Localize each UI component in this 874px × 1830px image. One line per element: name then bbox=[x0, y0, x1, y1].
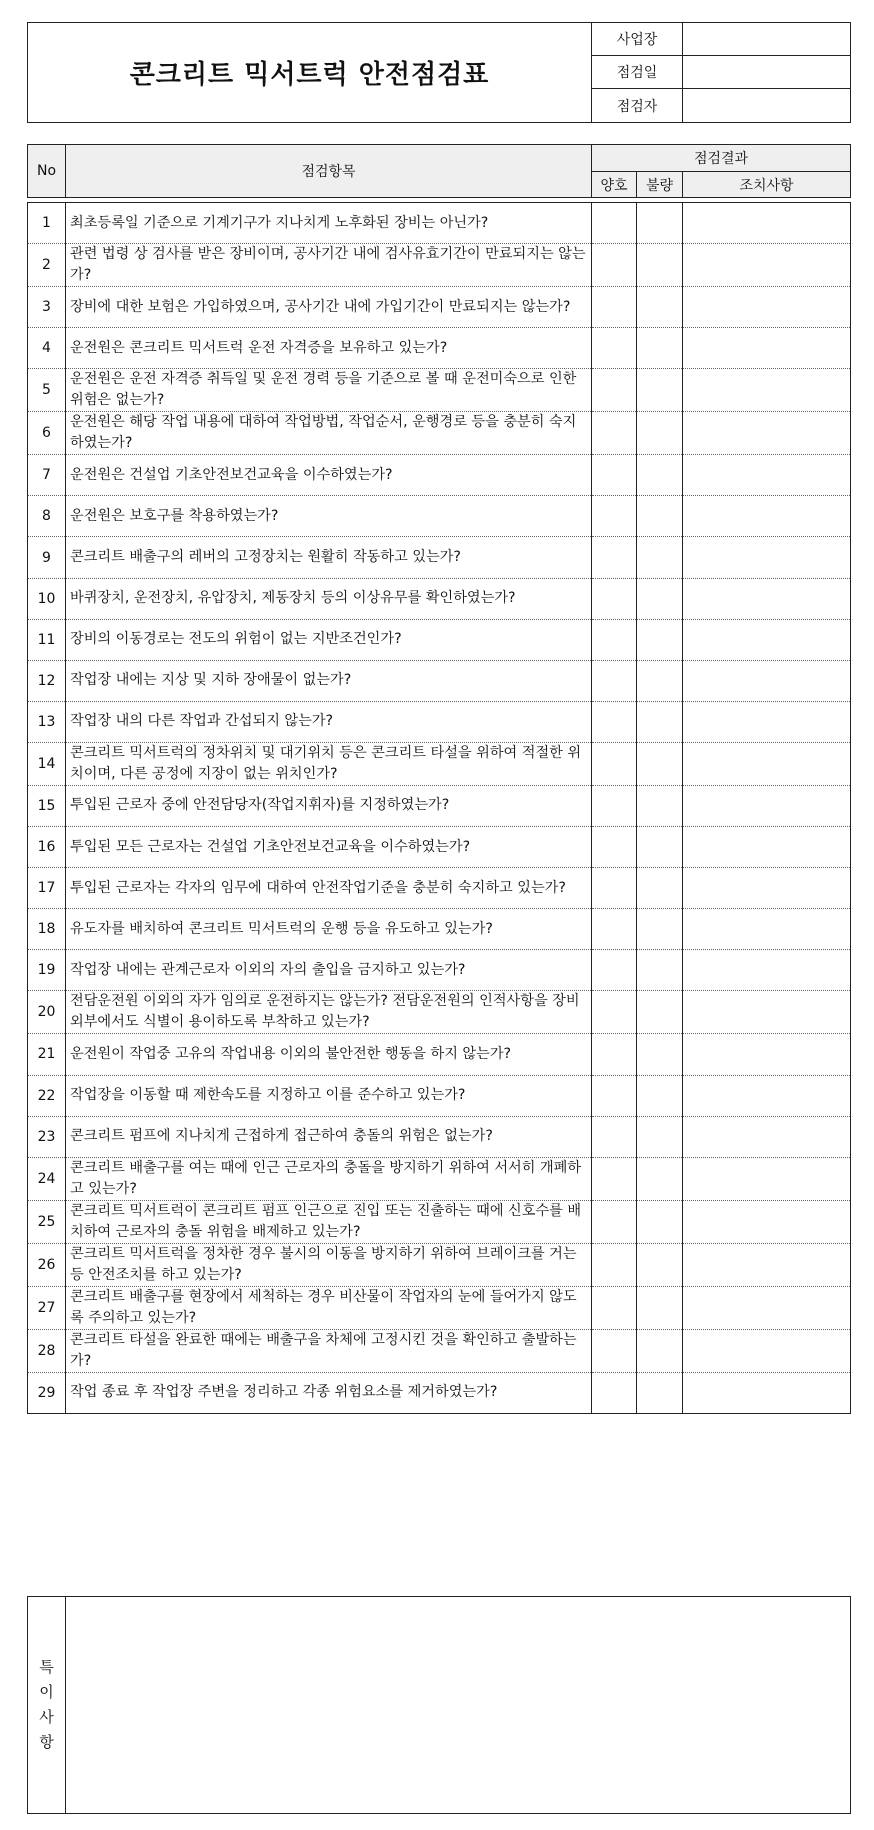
checklist-row bbox=[28, 909, 851, 950]
bad-check-cell[interactable] bbox=[637, 537, 683, 578]
action-cell[interactable] bbox=[683, 537, 851, 578]
check-item-text: 투입된 근로자 중에 안전담당자(작업지휘자)를 지정하였는가? bbox=[66, 785, 592, 826]
action-cell[interactable] bbox=[683, 1157, 851, 1200]
action-cell[interactable] bbox=[683, 660, 851, 701]
action-cell[interactable] bbox=[683, 455, 851, 496]
notes-label-char: 이 bbox=[39, 1683, 54, 1701]
good-check-cell[interactable] bbox=[592, 287, 637, 328]
row-number: 28 bbox=[28, 1329, 66, 1372]
check-item-text: 관련 법령 상 검사를 받은 장비이며, 공사기간 내에 검사유효기간이 만료되지는 않는가? bbox=[66, 244, 592, 287]
bad-check-cell[interactable] bbox=[637, 1286, 683, 1329]
check-item-text: 콘크리트 믹서트럭이 콘크리트 펌프 인근으로 진입 또는 진출하는 때에 신호수를 배치하여 근로자의 충돌 위험을 배제하고 있는가? bbox=[66, 1200, 592, 1243]
bad-check-cell[interactable] bbox=[637, 1157, 683, 1200]
check-item-text: 작업장 내의 다른 작업과 간섭되지 않는가? bbox=[66, 701, 592, 742]
checklist-row bbox=[28, 537, 851, 578]
check-item-text: 운전원은 보호구를 착용하였는가? bbox=[66, 496, 592, 537]
checklist-rows bbox=[28, 198, 851, 1414]
action-cell[interactable] bbox=[683, 619, 851, 660]
row-number: 3 bbox=[28, 287, 66, 328]
bad-check-cell[interactable] bbox=[637, 909, 683, 950]
check-item-text: 운전원은 콘크리트 믹서트럭 운전 자격증을 보유하고 있는가? bbox=[66, 328, 592, 369]
good-check-cell[interactable] bbox=[592, 1075, 637, 1116]
checklist-row bbox=[28, 619, 851, 660]
row-number: 27 bbox=[28, 1286, 66, 1329]
action-cell[interactable] bbox=[683, 868, 851, 909]
bad-check-cell[interactable] bbox=[637, 660, 683, 701]
bad-check-cell[interactable] bbox=[637, 742, 683, 785]
check-item-text: 작업장 내에는 지상 및 지하 장애물이 없는가? bbox=[66, 660, 592, 701]
col-no-header: No bbox=[28, 145, 66, 198]
row-number: 23 bbox=[28, 1116, 66, 1157]
action-cell[interactable] bbox=[683, 578, 851, 619]
check-item-text: 장비에 대한 보험은 가입하였으며, 공사기간 내에 가입기간이 만료되지는 않는가? bbox=[66, 287, 592, 328]
good-check-cell[interactable] bbox=[592, 537, 637, 578]
row-number: 5 bbox=[28, 369, 66, 412]
row-number: 2 bbox=[28, 244, 66, 287]
row-number: 12 bbox=[28, 660, 66, 701]
notes-label-char: 사 bbox=[39, 1708, 54, 1726]
action-cell[interactable] bbox=[683, 496, 851, 537]
row-number: 4 bbox=[28, 328, 66, 369]
good-check-cell[interactable] bbox=[592, 827, 637, 868]
bad-check-cell[interactable] bbox=[637, 950, 683, 991]
good-check-cell[interactable] bbox=[592, 328, 637, 369]
checklist-row bbox=[28, 496, 851, 537]
good-check-cell[interactable] bbox=[592, 412, 637, 455]
col-result-header: 점검결과 bbox=[592, 145, 851, 172]
row-number: 6 bbox=[28, 412, 66, 455]
date-field[interactable] bbox=[683, 56, 851, 89]
row-number: 20 bbox=[28, 991, 66, 1034]
col-bad-header: 불량 bbox=[637, 172, 683, 198]
bad-check-cell[interactable] bbox=[637, 785, 683, 826]
check-item-text: 작업장 내에는 관계근로자 이외의 자의 출입을 금지하고 있는가? bbox=[66, 950, 592, 991]
row-number: 15 bbox=[28, 785, 66, 826]
action-cell[interactable] bbox=[683, 1372, 851, 1413]
action-cell[interactable] bbox=[683, 1286, 851, 1329]
row-number: 25 bbox=[28, 1200, 66, 1243]
document-title: 콘크리트 믹서트럭 안전점검표 bbox=[28, 23, 592, 123]
row-number: 16 bbox=[28, 827, 66, 868]
action-cell[interactable] bbox=[683, 1075, 851, 1116]
check-item-text: 운전원은 건설업 기초안전보건교육을 이수하였는가? bbox=[66, 455, 592, 496]
checklist-row bbox=[28, 1372, 851, 1413]
good-check-cell[interactable] bbox=[592, 701, 637, 742]
check-item-text: 콘크리트 펌프에 지나치게 근접하게 접근하여 충돌의 위험은 없는가? bbox=[66, 1116, 592, 1157]
bad-check-cell[interactable] bbox=[637, 244, 683, 287]
check-item-text: 콘크리트 믹서트럭의 정차위치 및 대기위치 등은 콘크리트 타설을 위하여 적절한 위치이며, 다른 공정에 지장이 없는 위치인가? bbox=[66, 742, 592, 785]
good-check-cell[interactable] bbox=[592, 950, 637, 991]
good-check-cell[interactable] bbox=[592, 991, 637, 1034]
row-number: 19 bbox=[28, 950, 66, 991]
action-cell[interactable] bbox=[683, 328, 851, 369]
checklist-row bbox=[28, 1075, 851, 1116]
bad-check-cell[interactable] bbox=[637, 203, 683, 244]
bad-check-cell[interactable] bbox=[637, 868, 683, 909]
row-number: 7 bbox=[28, 455, 66, 496]
check-item-text: 운전원은 운전 자격증 취득일 및 운전 경력 등을 기준으로 볼 때 운전미숙으로 인한 위험은 없는가? bbox=[66, 369, 592, 412]
checklist-row bbox=[28, 742, 851, 785]
action-cell[interactable] bbox=[683, 287, 851, 328]
action-cell[interactable] bbox=[683, 785, 851, 826]
check-item-text: 투입된 모든 근로자는 건설업 기초안전보건교육을 이수하였는가? bbox=[66, 827, 592, 868]
site-label: 사업장 bbox=[592, 23, 683, 56]
checklist-row bbox=[28, 950, 851, 991]
inspector-label: 점검자 bbox=[592, 89, 683, 123]
action-cell[interactable] bbox=[683, 244, 851, 287]
action-cell[interactable] bbox=[683, 1034, 851, 1075]
checklist-row bbox=[28, 369, 851, 412]
checklist-row bbox=[28, 1200, 851, 1243]
col-item-header: 점검항목 bbox=[66, 145, 592, 198]
checklist-row bbox=[28, 1286, 851, 1329]
checklist-row bbox=[28, 868, 851, 909]
bad-check-cell[interactable] bbox=[637, 827, 683, 868]
checklist-row bbox=[28, 1116, 851, 1157]
check-item-text: 운전원이 작업중 고유의 작업내용 이외의 불안전한 행동을 하지 않는가? bbox=[66, 1034, 592, 1075]
action-cell[interactable] bbox=[683, 742, 851, 785]
action-cell[interactable] bbox=[683, 950, 851, 991]
check-item-text: 전담운전원 이외의 자가 임의로 운전하지는 않는가? 전담운전원의 인적사항을 장비 외부에서도 식별이 용이하도록 부착하고 있는가? bbox=[66, 991, 592, 1034]
good-check-cell[interactable] bbox=[592, 496, 637, 537]
checklist-row bbox=[28, 1329, 851, 1372]
check-item-text: 운전원은 해당 작업 내용에 대하여 작업방법, 작업순서, 운행경로 등을 충분히 숙지하였는가? bbox=[66, 412, 592, 455]
good-check-cell[interactable] bbox=[592, 1329, 637, 1372]
checklist-row bbox=[28, 785, 851, 826]
notes-table bbox=[27, 1596, 851, 1814]
bad-check-cell[interactable] bbox=[637, 991, 683, 1034]
action-cell[interactable] bbox=[683, 1200, 851, 1243]
notes-field[interactable] bbox=[66, 1597, 851, 1814]
check-item-text: 콘크리트 타설을 완료한 때에는 배출구을 차체에 고정시킨 것을 확인하고 출발하는가? bbox=[66, 1329, 592, 1372]
bad-check-cell[interactable] bbox=[637, 578, 683, 619]
check-item-text: 유도자를 배치하여 콘크리트 믹서트럭의 운행 등을 유도하고 있는가? bbox=[66, 909, 592, 950]
bad-check-cell[interactable] bbox=[637, 369, 683, 412]
bad-check-cell[interactable] bbox=[637, 701, 683, 742]
action-cell[interactable] bbox=[683, 701, 851, 742]
check-item-text: 작업장을 이동할 때 제한속도를 지정하고 이를 준수하고 있는가? bbox=[66, 1075, 592, 1116]
good-check-cell[interactable] bbox=[592, 1372, 637, 1413]
good-check-cell[interactable] bbox=[592, 578, 637, 619]
action-cell[interactable] bbox=[683, 991, 851, 1034]
check-item-text: 콘크리트 배출구를 현장에서 세척하는 경우 비산물이 작업자의 눈에 들어가지 않도록 주의하고 있는가? bbox=[66, 1286, 592, 1329]
bad-check-cell[interactable] bbox=[637, 412, 683, 455]
action-cell[interactable] bbox=[683, 369, 851, 412]
row-number: 24 bbox=[28, 1157, 66, 1200]
notes-label-char: 특 bbox=[39, 1658, 54, 1676]
bad-check-cell[interactable] bbox=[637, 1243, 683, 1286]
check-item-text: 작업 종료 후 작업장 주변을 정리하고 각종 위험요소를 제거하였는가? bbox=[66, 1372, 592, 1413]
inspector-field[interactable] bbox=[683, 89, 851, 123]
check-item-text: 장비의 이동경로는 전도의 위험이 없는 지반조건인가? bbox=[66, 619, 592, 660]
row-number: 13 bbox=[28, 701, 66, 742]
notes-label-char: 항 bbox=[39, 1733, 54, 1751]
col-action-header: 조치사항 bbox=[683, 172, 851, 198]
good-check-cell[interactable] bbox=[592, 742, 637, 785]
good-check-cell[interactable] bbox=[592, 1157, 637, 1200]
row-number: 17 bbox=[28, 868, 66, 909]
row-number: 11 bbox=[28, 619, 66, 660]
bad-check-cell[interactable] bbox=[637, 328, 683, 369]
row-number: 8 bbox=[28, 496, 66, 537]
date-label: 점검일 bbox=[592, 56, 683, 89]
good-check-cell[interactable] bbox=[592, 909, 637, 950]
good-check-cell[interactable] bbox=[592, 244, 637, 287]
good-check-cell[interactable] bbox=[592, 1034, 637, 1075]
bad-check-cell[interactable] bbox=[637, 619, 683, 660]
good-check-cell[interactable] bbox=[592, 1243, 637, 1286]
row-number: 22 bbox=[28, 1075, 66, 1116]
good-check-cell[interactable] bbox=[592, 660, 637, 701]
checklist-row bbox=[28, 827, 851, 868]
check-item-text: 최초등록일 기준으로 기계기구가 지나치게 노후화된 장비는 아닌가? bbox=[66, 203, 592, 244]
checklist-row bbox=[28, 1157, 851, 1200]
row-number: 1 bbox=[28, 203, 66, 244]
header-table bbox=[27, 22, 851, 123]
check-item-text: 콘크리트 믹서트럭을 정차한 경우 불시의 이동을 방지하기 위하여 브레이크를 거는 등 안전조치를 하고 있는가? bbox=[66, 1243, 592, 1286]
row-number: 29 bbox=[28, 1372, 66, 1413]
good-check-cell[interactable] bbox=[592, 868, 637, 909]
checklist-row bbox=[28, 578, 851, 619]
good-check-cell[interactable] bbox=[592, 1200, 637, 1243]
site-field[interactable] bbox=[683, 23, 851, 56]
checklist-row bbox=[28, 328, 851, 369]
bad-check-cell[interactable] bbox=[637, 455, 683, 496]
checklist-row bbox=[28, 991, 851, 1034]
checklist-row bbox=[28, 660, 851, 701]
checklist-row bbox=[28, 701, 851, 742]
action-cell[interactable] bbox=[683, 203, 851, 244]
check-item-text: 콘크리트 배출구를 여는 때에 인근 근로자의 충돌을 방지하기 위하여 서서히 개폐하고 있는가? bbox=[66, 1157, 592, 1200]
bad-check-cell[interactable] bbox=[637, 1075, 683, 1116]
bad-check-cell[interactable] bbox=[637, 1034, 683, 1075]
action-cell[interactable] bbox=[683, 909, 851, 950]
check-item-text: 투입된 근로자는 각자의 임무에 대하여 안전작업기준을 충분히 숙지하고 있는가? bbox=[66, 868, 592, 909]
checklist-row bbox=[28, 455, 851, 496]
checklist-row bbox=[28, 244, 851, 287]
good-check-cell[interactable] bbox=[592, 785, 637, 826]
bad-check-cell[interactable] bbox=[637, 1372, 683, 1413]
good-check-cell[interactable] bbox=[592, 1286, 637, 1329]
check-item-text: 바퀴장치, 운전장치, 유압장치, 제동장치 등의 이상유무를 확인하였는가? bbox=[66, 578, 592, 619]
row-number: 14 bbox=[28, 742, 66, 785]
good-check-cell[interactable] bbox=[592, 619, 637, 660]
checklist-row bbox=[28, 203, 851, 244]
row-number: 21 bbox=[28, 1034, 66, 1075]
action-cell[interactable] bbox=[683, 412, 851, 455]
col-good-header: 양호 bbox=[592, 172, 637, 198]
row-number: 10 bbox=[28, 578, 66, 619]
row-number: 9 bbox=[28, 537, 66, 578]
action-cell[interactable] bbox=[683, 1116, 851, 1157]
checklist-row bbox=[28, 412, 851, 455]
checklist-row bbox=[28, 287, 851, 328]
check-item-text: 콘크리트 배출구의 레버의 고정장치는 원활히 작동하고 있는가? bbox=[66, 537, 592, 578]
action-cell[interactable] bbox=[683, 827, 851, 868]
bad-check-cell[interactable] bbox=[637, 496, 683, 537]
bad-check-cell[interactable] bbox=[637, 1200, 683, 1243]
good-check-cell[interactable] bbox=[592, 1116, 637, 1157]
action-cell[interactable] bbox=[683, 1329, 851, 1372]
good-check-cell[interactable] bbox=[592, 455, 637, 496]
notes-label bbox=[28, 1597, 66, 1814]
action-cell[interactable] bbox=[683, 1243, 851, 1286]
bad-check-cell[interactable] bbox=[637, 1329, 683, 1372]
row-number: 18 bbox=[28, 909, 66, 950]
good-check-cell[interactable] bbox=[592, 369, 637, 412]
row-number: 26 bbox=[28, 1243, 66, 1286]
bad-check-cell[interactable] bbox=[637, 287, 683, 328]
checklist-table bbox=[27, 144, 851, 1414]
bad-check-cell[interactable] bbox=[637, 1116, 683, 1157]
good-check-cell[interactable] bbox=[592, 203, 637, 244]
checklist-row bbox=[28, 1034, 851, 1075]
checklist-row bbox=[28, 1243, 851, 1286]
